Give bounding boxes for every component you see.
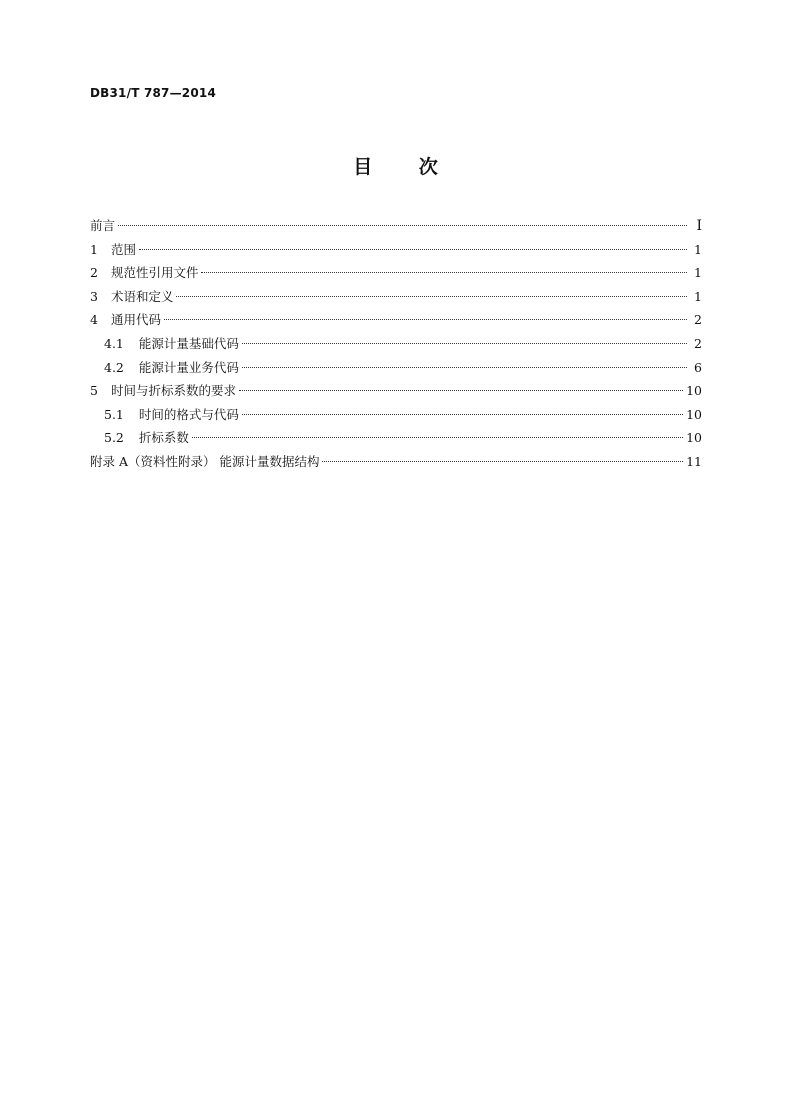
toc-entry-text: 通用代码 — [110, 312, 161, 328]
toc-entry-number: 5 — [90, 383, 98, 399]
toc-leader-dots — [322, 461, 683, 462]
toc-entry-business-codes[interactable] — [90, 359, 702, 383]
toc-entry-text: 前言 — [90, 218, 116, 233]
toc-entry-text: 术语和定义 — [110, 288, 174, 304]
toc-entry-number: 5.2 — [104, 430, 124, 446]
toc-entry-number: 3 — [90, 288, 98, 304]
toc-entry-text: 能源计量基础代码 — [138, 335, 239, 351]
toc-entry-text: 折标系数 — [138, 430, 189, 446]
toc-entry-page: 1 — [694, 265, 702, 281]
toc-entry-number: 4 — [90, 312, 98, 328]
toc-leader-dots — [176, 296, 687, 297]
toc-entry-page: I — [696, 218, 702, 234]
toc-entry-text: 能源计量业务代码 — [138, 359, 239, 375]
toc-entry-conversion-coefficient[interactable] — [90, 429, 702, 453]
toc-entry-page: 1 — [694, 241, 702, 257]
toc-entry-page: 10 — [686, 406, 702, 422]
toc-entry-number: 5.1 — [104, 406, 124, 422]
toc-entry-page: 10 — [686, 383, 702, 399]
toc-entry-page: 10 — [686, 430, 702, 446]
toc-entry-number: 1 — [90, 241, 98, 257]
toc-entry-time-format[interactable] — [90, 406, 702, 430]
toc-entry-text: 时间与折标系数的要求 — [110, 383, 236, 399]
toc-entry-foreword[interactable] — [90, 217, 702, 241]
toc-entry-appendix-a[interactable] — [90, 453, 702, 477]
toc-entry-page: 1 — [694, 288, 702, 304]
page-title: 目 次 — [353, 156, 439, 178]
toc-entry-number: 4.1 — [104, 335, 124, 351]
toc-entry-page: 6 — [694, 359, 702, 375]
toc-leader-dots — [201, 272, 687, 273]
toc-entry-text: 规范性引用文件 — [110, 265, 199, 281]
toc-entry-terms-definitions[interactable] — [90, 288, 702, 312]
toc-entry-page: 2 — [694, 335, 702, 351]
toc-leader-dots — [242, 343, 687, 344]
toc-leader-dots — [239, 390, 683, 391]
toc-entry-page: 2 — [694, 312, 702, 328]
toc-leader-dots — [192, 437, 683, 438]
toc-entry-page: 11 — [686, 453, 702, 469]
toc-entry-number: 4.2 — [104, 359, 124, 375]
toc-leader-dots — [139, 249, 687, 250]
toc-leader-dots — [118, 225, 687, 226]
toc-entry-number: 2 — [90, 265, 98, 281]
toc-entry-text: 时间的格式与代码 — [138, 406, 239, 422]
toc-leader-dots — [242, 367, 687, 368]
table-of-contents — [90, 217, 702, 477]
toc-entry-normative-references[interactable] — [90, 264, 702, 288]
toc-leader-dots — [164, 319, 687, 320]
toc-entry-scope[interactable] — [90, 241, 702, 265]
toc-entry-basic-codes[interactable] — [90, 335, 702, 359]
document-code: DB31/T 787—2014 — [90, 86, 216, 100]
toc-entry-time-coefficient[interactable] — [90, 382, 702, 406]
toc-entry-general-codes[interactable] — [90, 311, 702, 335]
toc-leader-dots — [242, 414, 683, 415]
toc-entry-text: 附录 A（资料性附录） 能源计量数据结构 — [90, 453, 320, 469]
toc-entry-text: 范围 — [110, 241, 136, 257]
